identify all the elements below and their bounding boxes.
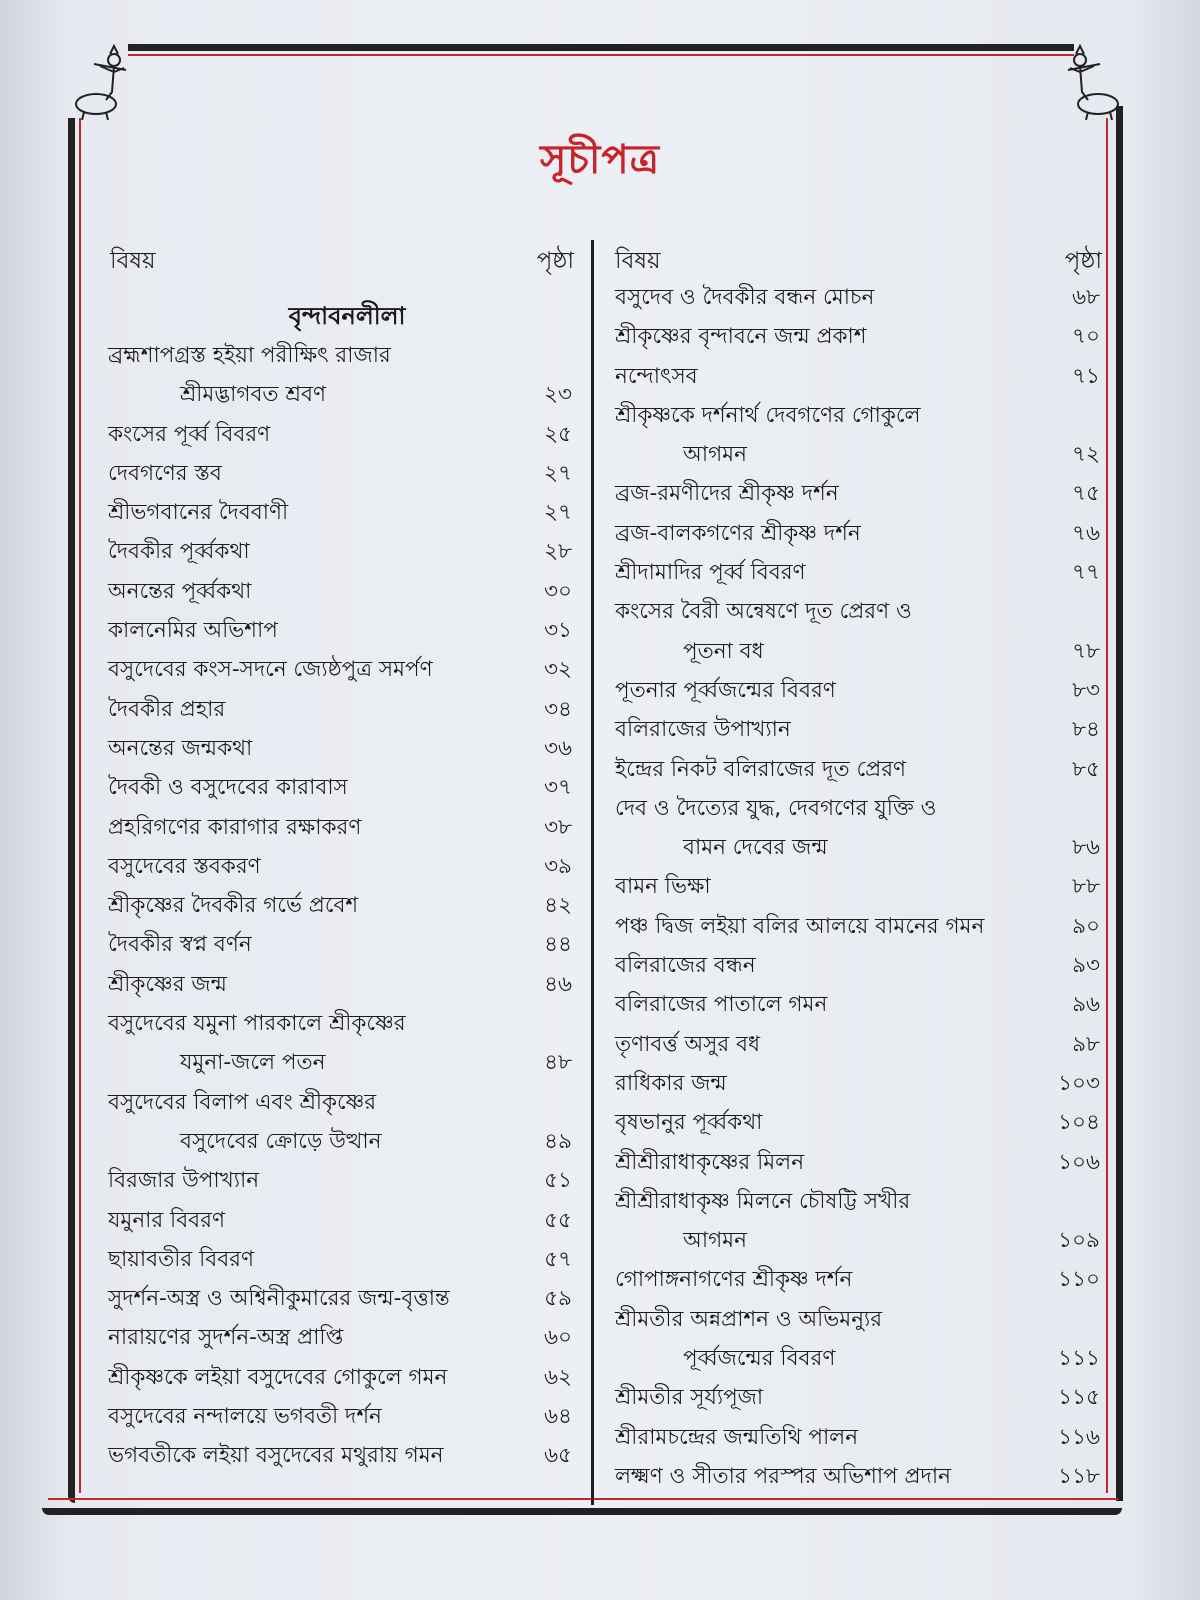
- toc-entry-page: ৫১: [544, 1168, 572, 1194]
- toc-entry-title: দৈবকীর পূর্ব্বকথা: [108, 539, 250, 565]
- toc-entry-title: দৈবকীর স্বপ্ন বর্ণন: [108, 932, 252, 958]
- toc-entry: [100, 690, 574, 729]
- toc-entry: [615, 474, 1102, 513]
- toc-entry-title: কংসের বৈরী অন্বেষণে দূত প্রেরণ ও: [615, 599, 912, 625]
- toc-entry-title: বসুদেবের বিলাপ এবং শ্রীকৃষ্ণের: [108, 1089, 377, 1115]
- toc-entry-title: গোপাঙ্গনাগণের শ্রীকৃষ্ণ দর্শন: [615, 1267, 853, 1293]
- toc-entry-title: বসুদেবের যমুনা পারকালে শ্রীকৃষ্ণের: [108, 1011, 406, 1037]
- toc-entry-title: শ্রীকৃষ্ণের বৃন্দাবনে জন্ম প্রকাশ: [615, 324, 867, 350]
- toc-entry: [100, 1279, 574, 1318]
- toc-entry-page: ৯৬: [1072, 992, 1100, 1018]
- toc-entry: [100, 1397, 574, 1436]
- toc-entry-title: শ্রীমতীর সূর্য্যপূজা: [615, 1385, 764, 1411]
- frame-right-accent: [1106, 118, 1108, 1493]
- toc-entry: [100, 375, 574, 414]
- toc-entry-page: ১১৬: [1058, 1424, 1100, 1450]
- toc-entry: [615, 1260, 1102, 1299]
- toc-entry-page: ৬০: [544, 1325, 572, 1351]
- toc-entry-title: ব্রজ-বালকগণের শ্রীকৃষ্ণ দর্শন: [615, 520, 861, 546]
- toc-entry-page: ৪২: [544, 893, 572, 919]
- toc-entry: [615, 357, 1102, 396]
- toc-entry: [100, 454, 574, 493]
- toc-entry-page: ১০৪: [1058, 1110, 1100, 1136]
- toc-entry-title: শ্রীকৃষ্ণের জন্ম: [108, 971, 227, 997]
- toc-entry-page: ৪৪: [544, 932, 572, 958]
- toc-entry: [100, 768, 574, 807]
- toc-entry-title: বসুদেবের ক্রোড়ে উত্থান: [180, 1128, 382, 1154]
- frame-top-rule: [128, 44, 1074, 51]
- toc-entry-page: ৩০: [544, 578, 572, 604]
- toc-entry-page: ৬২: [544, 1364, 572, 1390]
- frame-bottom-rule: [42, 1508, 1122, 1515]
- toc-entry-title: পূতনা বধ: [683, 638, 764, 664]
- toc-entry-page: ৮৮: [1072, 874, 1100, 900]
- toc-list: [100, 336, 574, 1476]
- toc-entry-page: ৯৮: [1072, 1031, 1100, 1057]
- toc-entry-title: শ্রীকৃষ্ণকে লইয়া বসুদেবের গোকুলে গমন: [108, 1364, 448, 1390]
- toc-entry-title: শ্রীশ্রীরাধাকৃষ্ণ মিলনে চৌষট্টি সখীর: [615, 1188, 911, 1214]
- toc-entry: [100, 532, 574, 571]
- toc-entry-title: ছায়াবতীর বিবরণ: [108, 1246, 254, 1272]
- toc-entry: [615, 514, 1102, 553]
- toc-entry-title: দৈবকী ও বসুদেবের কারাবাস: [108, 775, 348, 801]
- toc-entry: [100, 611, 574, 650]
- toc-entry: [615, 1339, 1102, 1378]
- toc-entry-title: অনন্তের পূর্ব্বকথা: [108, 578, 252, 604]
- toc-entry-title: শ্রীরামচন্দ্রের জন্মতিথি পালন: [615, 1424, 859, 1450]
- toc-entry-title: প্রহরিগণের কারাগার রক্ষাকরণ: [108, 814, 362, 840]
- toc-entry: [615, 789, 1102, 828]
- subject-heading: বিষয়: [110, 248, 156, 274]
- toc-entry: [100, 1161, 574, 1200]
- toc-entry: [100, 1358, 574, 1397]
- toc-entry: [615, 1182, 1102, 1221]
- toc-entry: [100, 965, 574, 1004]
- toc-entry: [100, 336, 574, 375]
- toc-entry-page: ৯৩: [1072, 953, 1100, 979]
- toc-entry-title: কালনেমির অভিশাপ: [108, 618, 278, 644]
- toc-entry-title: বলিরাজের বন্ধন: [615, 953, 756, 979]
- toc-entry: [100, 1083, 574, 1122]
- toc-entry-page: ৭৮: [1072, 638, 1100, 664]
- toc-entry-title: শ্রীভগবানের দৈববাণী: [108, 500, 289, 526]
- toc-entry-title: শ্রীকৃষ্ণকে দর্শনার্থ দেবগণের গোকুলে: [615, 402, 921, 428]
- toc-entry-title: বৃষভানুর পূর্ব্বকথা: [615, 1110, 763, 1136]
- toc-entry: [100, 415, 574, 454]
- toc-entry-title: নন্দোৎসব: [615, 363, 698, 389]
- toc-entry-page: ৭০: [1072, 324, 1100, 350]
- toc-entry-page: ৫৯: [544, 1286, 572, 1312]
- krishna-cow-ornament-right-icon: [1060, 42, 1124, 122]
- toc-entry: [100, 886, 574, 925]
- toc-entry-page: ৬৫: [544, 1443, 572, 1469]
- toc-entry-page: ১১১: [1058, 1346, 1100, 1372]
- toc-entry-page: ২৩: [544, 382, 572, 408]
- column-header: [100, 236, 574, 278]
- toc-entry-title: বিরজার উপাখ্যান: [108, 1168, 260, 1194]
- toc-entry-title: শ্রীমদ্ভাগবত শ্রবণ: [180, 382, 326, 408]
- toc-entry-page: ৩৮: [544, 814, 572, 840]
- page-heading: পৃষ্ঠা: [1064, 248, 1102, 274]
- toc-entry: [615, 985, 1102, 1024]
- frame-left-rule: [68, 118, 75, 1503]
- frame-top-accent: [128, 54, 1074, 56]
- toc-entry: [615, 1300, 1102, 1339]
- toc-entry-title: বসুদেবের কংস-সদনে জ্যেষ্ঠপুত্র সমর্পণ: [108, 657, 433, 683]
- toc-entry: [100, 1240, 574, 1279]
- toc-entry-page: ৬৪: [544, 1404, 572, 1430]
- toc-entry-page: ৬৮: [1072, 285, 1100, 310]
- toc-entry: [100, 1122, 574, 1161]
- toc-entry-title: ইন্দ্রের নিকট বলিরাজের দূত প্রেরণ: [615, 756, 907, 782]
- toc-entry-page: ৮৬: [1072, 835, 1100, 861]
- toc-entry-title: বামন দেবের জন্ম: [683, 835, 828, 861]
- toc-entry-page: ৩১: [544, 618, 572, 644]
- toc-entry-page: ১১০: [1058, 1267, 1100, 1293]
- toc-entry: [615, 1064, 1102, 1103]
- toc-entry-title: আগমন: [683, 442, 747, 468]
- toc-entry: [100, 808, 574, 847]
- page-title: সূচীপত্র: [540, 136, 660, 183]
- toc-entry-page: ৪৯: [544, 1128, 572, 1154]
- page-heading: পৃষ্ঠা: [536, 248, 574, 274]
- toc-entry-page: ২৭: [544, 460, 572, 486]
- toc-entry: [100, 1043, 574, 1082]
- toc-entry: [100, 1201, 574, 1240]
- toc-entry-title: পূর্ব্বজন্মের বিবরণ: [683, 1346, 836, 1372]
- toc-entry-page: ১০৬: [1058, 1149, 1100, 1175]
- toc-entry-page: ২৮: [544, 539, 572, 565]
- toc-entry: [100, 493, 574, 532]
- toc-entry: [615, 750, 1102, 789]
- toc-entry-title: রাধিকার জন্ম: [615, 1070, 727, 1096]
- toc-entry-page: ৮৪: [1072, 717, 1100, 743]
- column-divider: [591, 240, 594, 1505]
- toc-entry-title: সুদর্শন-অস্ত্র ও অশ্বিনীকুমারের জন্ম-বৃত্তান্ত: [108, 1286, 450, 1312]
- frame-right-rule: [1116, 106, 1123, 1501]
- toc-entry-title: বামন ভিক্ষা: [615, 874, 711, 900]
- toc-entry: [100, 925, 574, 964]
- krishna-cow-ornament-left-icon: [70, 42, 134, 122]
- toc-left-column: [100, 236, 574, 1476]
- toc-entry-title: দেব ও দৈত্যের যুদ্ধ, দেবগণের যুক্তি ও: [615, 795, 937, 821]
- toc-entry-title: তৃণাবর্ত্ত অসুর বধ: [615, 1031, 761, 1057]
- toc-entry: [100, 1318, 574, 1357]
- toc-entry: [615, 435, 1102, 474]
- toc-entry: [615, 907, 1102, 946]
- toc-entry: [100, 847, 574, 886]
- toc-entry-page: ৭১: [1072, 363, 1100, 389]
- toc-entry-page: ৪৮: [544, 1050, 572, 1076]
- toc-entry: [615, 1457, 1102, 1496]
- toc-entry-title: বসুদেবের নন্দালয়ে ভগবতী দর্শন: [108, 1404, 382, 1430]
- toc-entry: [615, 946, 1102, 985]
- toc-entry: [615, 632, 1102, 671]
- section-heading: বৃন্দাবনলীলা: [288, 302, 406, 330]
- toc-entry-title: লক্ষ্মণ ও সীতার পরস্পর অভিশাপ প্রদান: [615, 1463, 951, 1489]
- toc-entry-title: কংসের পূর্ব্ব বিবরণ: [108, 421, 271, 447]
- toc-list: [615, 278, 1102, 1496]
- toc-entry-page: ৮৫: [1072, 756, 1100, 782]
- toc-entry: [615, 1378, 1102, 1417]
- toc-entry-title: অনন্তের জন্মকথা: [108, 735, 253, 761]
- toc-entry-title: দৈবকীর প্রহার: [108, 696, 226, 722]
- toc-entry-title: শ্রীকৃষ্ণের দৈবকীর গর্ভে প্রবেশ: [108, 893, 359, 919]
- toc-entry-title: ব্রহ্মশাপগ্রস্ত হইয়া পরীক্ষিৎ রাজার: [108, 343, 391, 368]
- toc-entry-page: ৯০: [1072, 913, 1100, 939]
- toc-entry-page: ৭৭: [1072, 560, 1100, 586]
- toc-entry-page: ৩২: [544, 657, 572, 683]
- toc-entry: [615, 553, 1102, 592]
- toc-entry-page: ১০৩: [1058, 1070, 1100, 1096]
- toc-entry-page: ৭২: [1072, 442, 1100, 468]
- toc-right-column: [615, 236, 1102, 1496]
- toc-entry-title: বলিরাজের পাতালে গমন: [615, 992, 828, 1018]
- toc-entry-page: ৩৪: [544, 696, 572, 722]
- toc-entry-title: বলিরাজের উপাখ্যান: [615, 717, 791, 743]
- toc-entry: [615, 1221, 1102, 1260]
- toc-entry-page: ৩৭: [544, 775, 572, 801]
- toc-entry: [615, 828, 1102, 867]
- toc-entry: [100, 729, 574, 768]
- toc-entry-title: পূতনার পূর্ব্বজন্মের বিবরণ: [615, 677, 836, 703]
- toc-entry: [100, 572, 574, 611]
- toc-entry-title: ভগবতীকে লইয়া বসুদেবের মথুরায় গমন: [108, 1443, 444, 1469]
- frame-left-accent: [79, 118, 81, 1493]
- toc-entry: [615, 1025, 1102, 1064]
- toc-entry-title: যমুনার বিবরণ: [108, 1207, 225, 1233]
- toc-entry: [615, 710, 1102, 749]
- toc-entry-page: ১১৮: [1058, 1463, 1100, 1489]
- toc-entry: [615, 278, 1102, 317]
- toc-entry: [615, 1103, 1102, 1142]
- toc-entry-title: পঞ্চ দ্বিজ লইয়া বলির আলয়ে বামনের গমন: [615, 913, 985, 939]
- toc-entry: [615, 317, 1102, 356]
- toc-entry: [100, 1436, 574, 1475]
- toc-entry-title: শ্রীশ্রীরাধাকৃষ্ণের মিলন: [615, 1149, 805, 1175]
- toc-entry: [615, 1418, 1102, 1457]
- toc-entry: [615, 1143, 1102, 1182]
- toc-entry-page: ১১৫: [1058, 1385, 1100, 1411]
- toc-entry-page: ৪৬: [544, 971, 572, 997]
- toc-entry-page: ৩৬: [544, 735, 572, 761]
- subject-heading: বিষয়: [615, 248, 661, 274]
- toc-entry-page: ৭৬: [1072, 520, 1100, 546]
- toc-entry-title: আগমন: [683, 1228, 747, 1254]
- toc-entry-page: ২৭: [544, 500, 572, 526]
- toc-entry-page: ৮৩: [1072, 677, 1100, 703]
- toc-entry-page: ৫৭: [544, 1246, 572, 1272]
- toc-entry-title: শ্রীমতীর অন্নপ্রাশন ও অভিমন্যুর: [615, 1306, 883, 1332]
- toc-entry-title: নারায়ণের সুদর্শন-অস্ত্র প্রাপ্তি: [108, 1325, 344, 1351]
- toc-entry-page: ৭৫: [1072, 481, 1100, 507]
- toc-entry-title: বসুদেবের স্তবকরণ: [108, 853, 261, 879]
- toc-entry-page: ১০৯: [1058, 1228, 1100, 1254]
- toc-entry-title: শ্রীদামাদির পূর্ব্ব বিবরণ: [615, 560, 806, 586]
- toc-entry-page: ২৫: [544, 421, 572, 447]
- toc-entry: [100, 1004, 574, 1043]
- toc-entry: [615, 592, 1102, 631]
- toc-entry-page: ৩৯: [544, 853, 572, 879]
- frame-bottom-accent: [48, 1498, 1118, 1500]
- toc-entry-title: দেবগণের স্তব: [108, 460, 222, 486]
- toc-entry-title: বসুদেব ও দৈবকীর বন্ধন মোচন: [615, 285, 875, 310]
- toc-entry: [615, 671, 1102, 710]
- toc-entry-page: ৫৫: [544, 1207, 572, 1233]
- toc-entry: [615, 396, 1102, 435]
- column-header: [615, 236, 1102, 278]
- toc-entry: [100, 650, 574, 689]
- toc-entry-title: ব্রজ-রমণীদের শ্রীকৃষ্ণ দর্শন: [615, 481, 839, 507]
- toc-entry-title: যমুনা-জলে পতন: [180, 1050, 326, 1076]
- toc-entry: [615, 867, 1102, 906]
